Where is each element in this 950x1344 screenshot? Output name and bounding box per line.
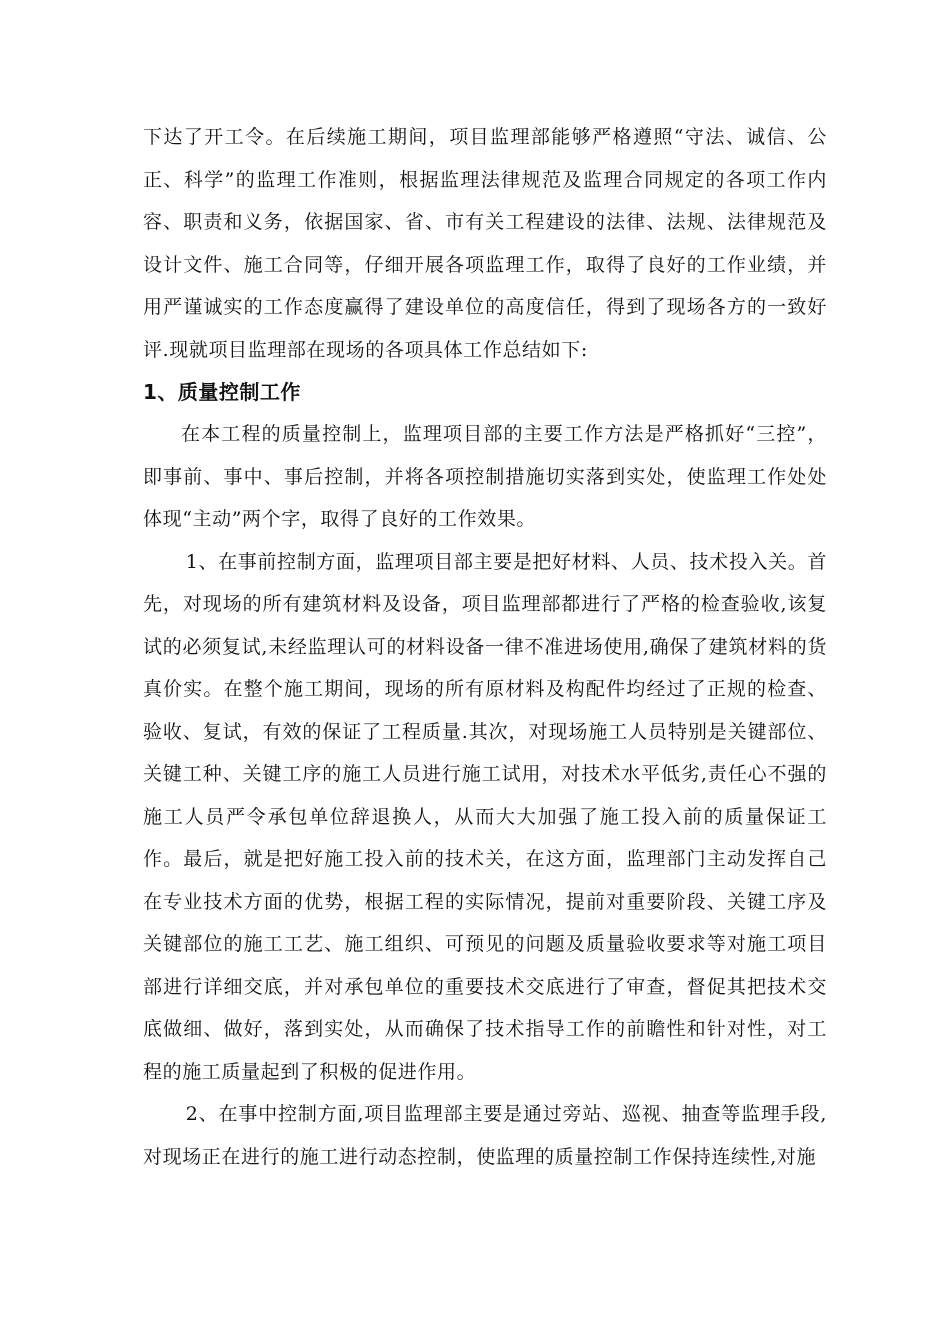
item1-paragraph: 1、在事前控制方面，监理项目部主要是把好材料、人员、技术投入关。首先，对现场的所有建筑材料及设备，项目监理部都进行了严格的检查验收,该复试的必须复试,未经监理认可的材料设备一律不准进场使用,确保了建筑材料的货真价实。在整个施工期间，现场的所有原材料及构配件均经过了正规的检查、验收、复试，有效的保证了工程质量.其次，对现场施工人员特别是关键部位、关键工种、关键工序的施工人员进行施工试用，对技术水平低劣,责任心不强的施工人员严令承包单位辞退换人，从而大大加强了施工投入前的质量保证工作。最后，就是把好施工投入前的技术关，在这方面，监理部门主动发挥自己在专业技术方面的优势，根据工程的实际情况，提前对重要阶段、关键工序及关键部位的施工工艺、施工组织、可预见的问题及质量验收要求等对施工项目部进行详细交底，并对承包单位的重要技术交底进行了审查，督促其把技术交底做细、做好，落到实处，从而确保了技术指导工作的前瞻性和针对性，对工程的施工质量起到了积极的促进作用。: [143, 550, 827, 1083]
document-body: [143, 116, 827, 1178]
section-paragraph: 在本工程的质量控制上，监理项目部的主要工作方法是严格抓好“三控”，即事前、事中、事后控制，并将各项控制措施切实落到实处，使监理工作处处体现“主动”两个字，取得了良好的工作效果。: [143, 423, 827, 530]
section-heading: 1、质量控制工作: [143, 380, 301, 404]
intro-paragraph: 下达了开工令。在后续施工期间，项目监理部能够严格遵照“守法、诚信、公正、科学”的监理工作准则，根据监理法律规范及监理合同规定的各项工作内容、职责和义务，依据国家、省、市有关工程建设的法律、法规、法律规范及设计文件、施工合同等，仔细开展各项监理工作，取得了良好的工作业绩，并用严谨诚实的工作态度赢得了建设单位的高度信任，得到了现场各方的一致好评.现就项目监理部在现场的各项具体工作总结如下:: [143, 126, 827, 361]
item2-paragraph: 2、在事中控制方面,项目监理部主要是通过旁站、巡视、抽查等监理手段,对现场正在进行的施工进行动态控制，使监理的质量控制工作保持连续性,对施: [143, 1103, 827, 1168]
